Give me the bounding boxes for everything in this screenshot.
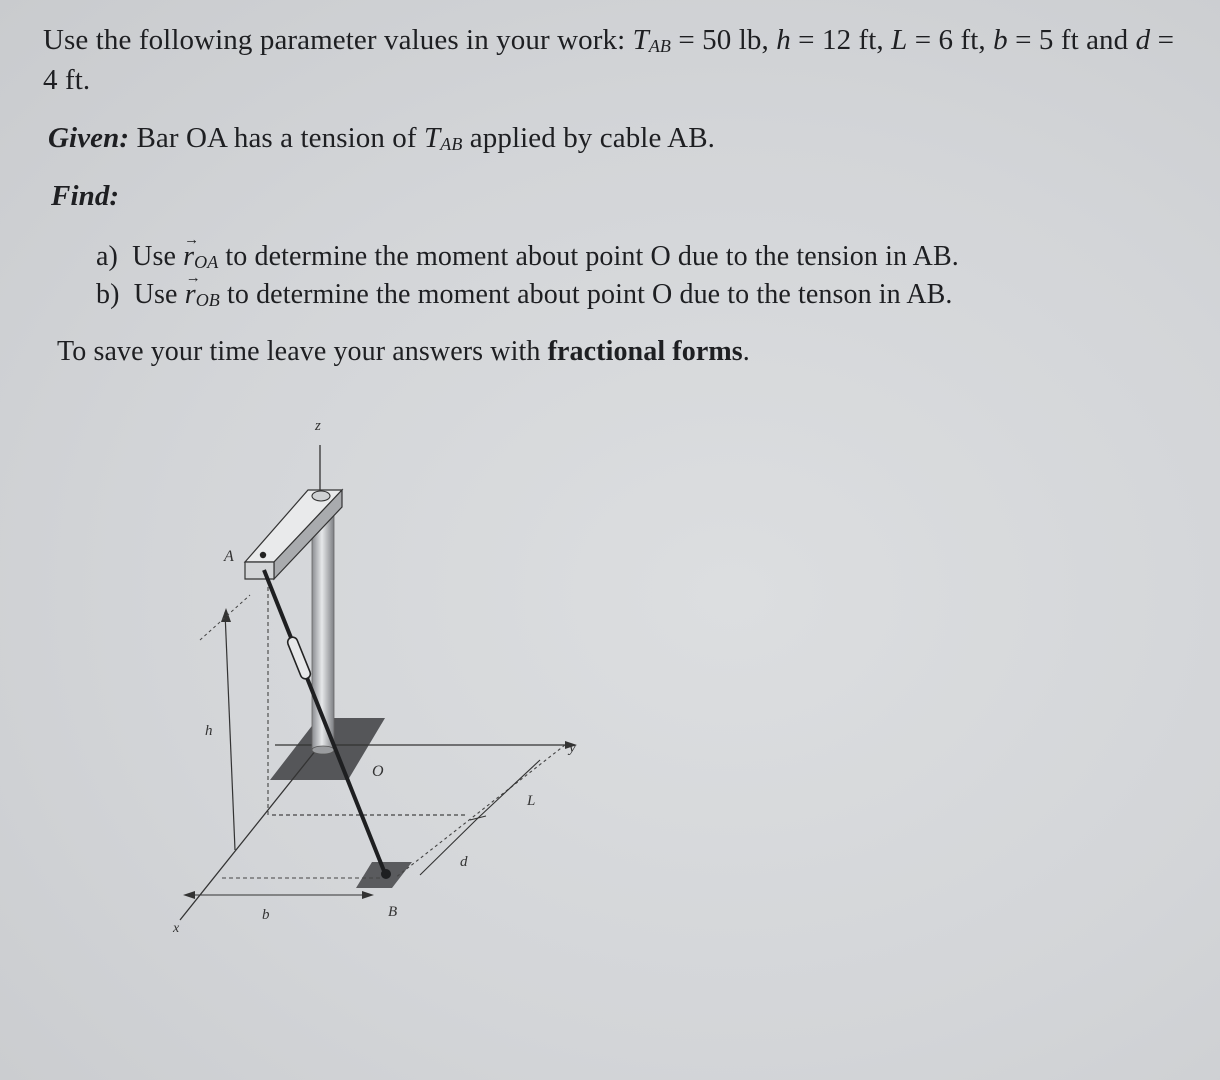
intro-line-2: 4 ft. — [43, 64, 91, 96]
h-dim-line — [225, 612, 235, 850]
label-O: O — [372, 763, 384, 780]
label-x: x — [173, 921, 180, 936]
label-L: L — [527, 793, 536, 809]
arm-end — [245, 562, 274, 579]
L-symbol: L — [891, 24, 908, 56]
tab-subscript: AB — [648, 36, 672, 56]
item-b — [96, 270, 953, 311]
find-label: Find: — [51, 180, 120, 212]
item-b-text: to determine the moment about point O due to the tenson in AB. — [219, 279, 953, 310]
note-end: . — [742, 336, 750, 367]
item-a-marker: a) — [96, 241, 118, 272]
label-A: A — [224, 548, 234, 565]
given-t-symbol: T — [424, 122, 441, 154]
intro-prefix: Use the following parameter values in your work: — [43, 24, 626, 56]
anchor-b — [381, 869, 391, 879]
L-dim-line — [478, 760, 540, 818]
d-symbol: d — [1135, 24, 1151, 56]
note-text: To save your time leave your answers with — [57, 336, 548, 367]
L-value: = 6 ft, — [907, 24, 994, 56]
item-b-marker: b) — [96, 279, 120, 310]
given-text-a: Bar OA has a tension of — [129, 122, 425, 154]
label-b: b — [262, 907, 270, 923]
tab-value: = 50 lb, — [671, 24, 777, 56]
statics-figure — [150, 400, 620, 960]
d-equals: = — [1150, 24, 1175, 56]
h-symbol: h — [776, 24, 791, 56]
item-b-use: Use — [133, 279, 185, 310]
label-z: z — [315, 418, 321, 434]
x-axis — [180, 745, 320, 920]
b-value: = 5 ft and — [1007, 24, 1136, 56]
note-bold: fractional forms — [547, 336, 743, 367]
b-symbol: b — [993, 24, 1008, 56]
given-label: Given: — [48, 122, 130, 154]
note-line — [57, 336, 750, 368]
item-a-text: to determine the moment about point O due to the tension in AB. — [218, 241, 959, 272]
label-d: d — [460, 854, 468, 870]
label-h: h — [205, 723, 213, 739]
ground-line-b-side — [395, 745, 565, 878]
r-vector-ob: r → — [184, 270, 201, 310]
h-value: = 12 ft, — [790, 24, 892, 56]
pole-top-cap — [312, 491, 330, 501]
given-line — [48, 122, 715, 155]
item-a — [96, 232, 959, 273]
given-text-b: applied by cable AB. — [462, 122, 716, 154]
r-vector-oa: r → — [183, 232, 200, 272]
turnbuckle — [286, 636, 312, 681]
label-y: y — [569, 740, 576, 756]
item-a-use: Use — [132, 241, 184, 272]
d-dim-line — [420, 818, 478, 875]
attachment-a — [260, 552, 266, 558]
label-B: B — [388, 904, 398, 920]
intro-line-1 — [43, 24, 1174, 57]
item-b-subscript: OB — [195, 290, 220, 310]
given-t-subscript: AB — [440, 134, 463, 154]
tab-symbol: T — [632, 24, 649, 56]
item-a-subscript: OA — [194, 252, 219, 272]
